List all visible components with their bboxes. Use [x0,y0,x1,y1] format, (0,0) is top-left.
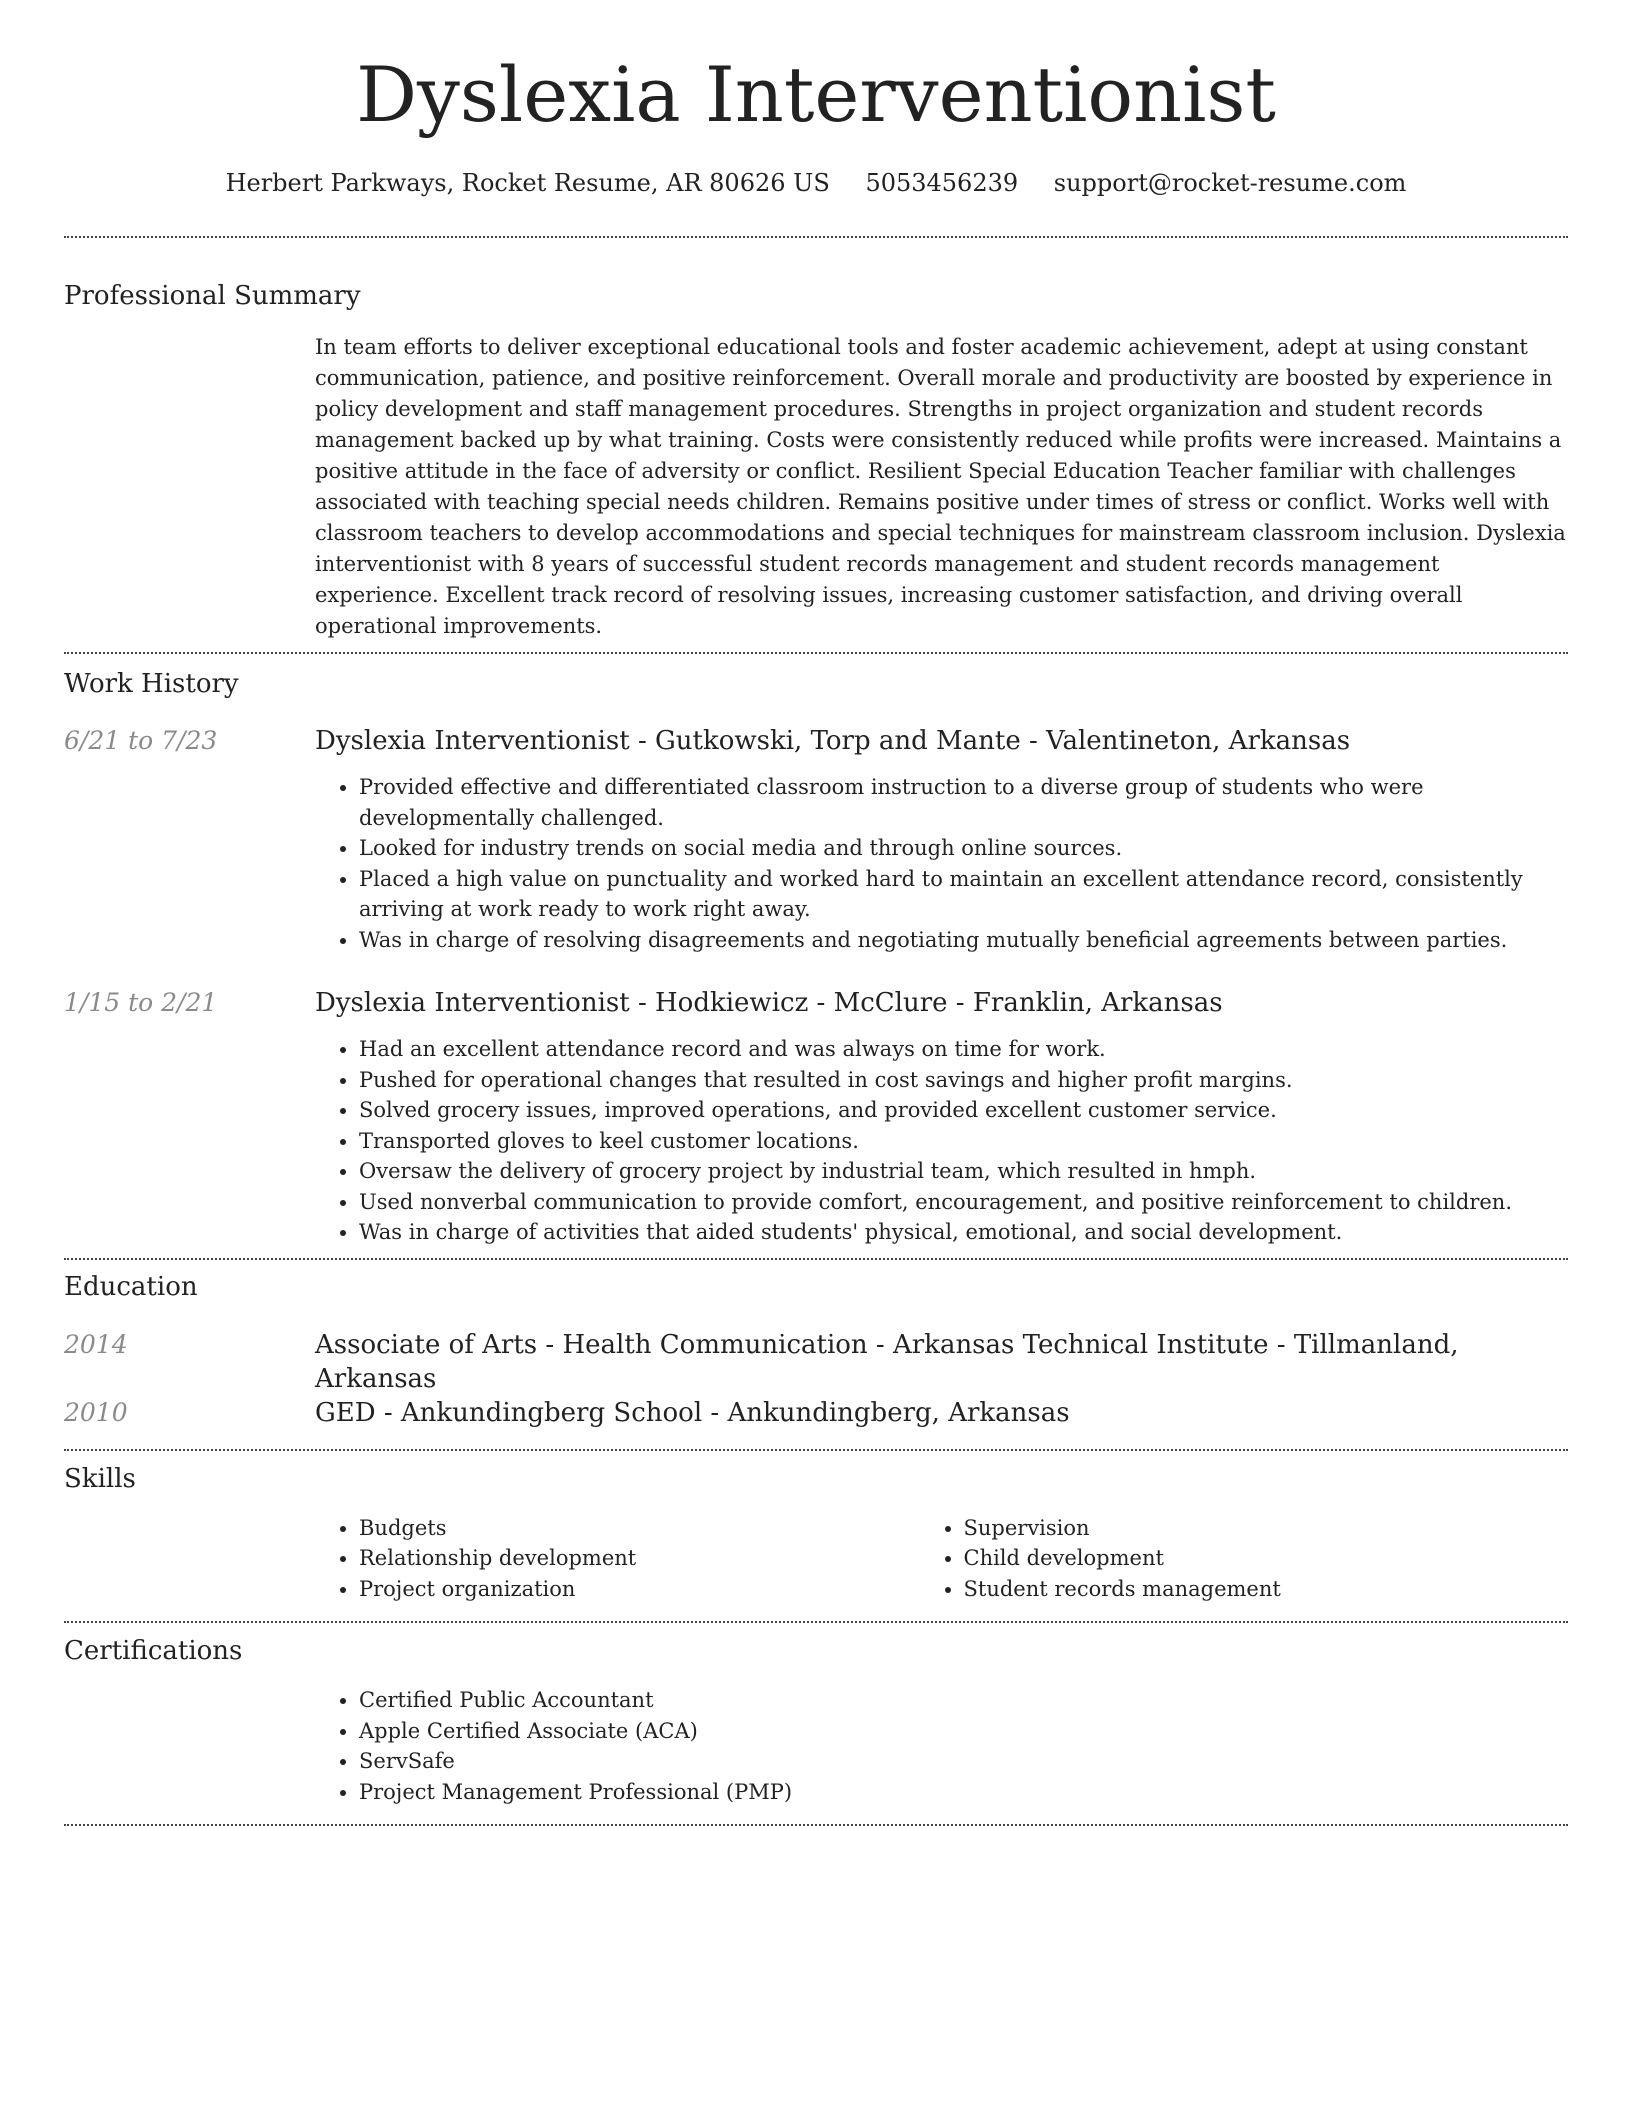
skill-item: • Relationship development [359,1543,964,1574]
summary-text: In team efforts to deliver exceptional educational tools and foster academic achievement, adept at using constant communication, patience, and positive reinforcement. Overall morale and productivity are boosted by experience in policy development and staff management procedures. Strengths in project organization and student records management backed up by what training. Costs were consistently reduced while profits were increased. Maintains a positive attitude in the face of adversity or conflict. Resilient Special Education Teacher familiar with challenges associated with teaching special needs children. Remains positive under times of stress or conflict. Works well with classroom teachers to develop accommodations and special techniques for mainstream classroom inclusion. Dyslexia interventionist with 8 years of successful student records management and student records management experience. Excellent track record of resolving issues, increasing customer satisfaction, and driving overall operational improvements. [315,335,1566,638]
education-text: Associate of Arts - Health Communication - Arkansas Technical Institute - Tillmanland, Arkansas [315,1329,1459,1394]
job-bullet: • Solved grocery issues, improved operations, and provided excellent customer service. [359,1095,1568,1126]
summary-heading: Professional Summary [64,281,361,311]
skills-column-left [359,1513,964,1605]
certification-item: • ServSafe [359,1746,1568,1777]
job-heading: Dyslexia Interventionist - Hodkiewicz - McClure - Franklin, Arkansas [315,988,1223,1018]
job-bullets [359,772,1568,955]
job-bullet: • Was in charge of activities that aided students' physical, emotional, and social development. [359,1217,1568,1248]
certifications-list [359,1685,1568,1807]
section-divider [64,1449,1568,1451]
job-dates: 1/15 to 2/21 [64,988,218,1017]
job-entry [64,724,1568,955]
section-divider [64,1824,1568,1826]
job-dates: 6/21 to 7/23 [64,726,218,755]
skill-item: • Supervision [964,1513,1569,1544]
skill-item: • Project organization [359,1574,964,1605]
skill-item: • Student records management [964,1574,1569,1605]
job-bullet: • Looked for industry trends on social media and through online sources. [359,833,1568,864]
job-bullet: • Pushed for operational changes that resulted in cost savings and higher profit margins. [359,1065,1568,1096]
skills-column-right [964,1513,1569,1605]
certification-item: • Project Management Professional (PMP) [359,1777,1568,1808]
certification-item: • Apple Certified Associate (ACA) [359,1716,1568,1747]
education-text: GED - Ankundingberg School - Ankundingberg, Arkansas [315,1397,1070,1428]
education-year: 2010 [64,1397,128,1427]
job-bullets [359,1034,1568,1248]
resume-title: Dyslexia Interventionist [356,50,1276,139]
section-divider [64,1621,1568,1623]
education-heading: Education [64,1271,198,1302]
job-entry [64,986,1568,1248]
section-divider [64,1258,1568,1260]
contact-line [64,166,1568,200]
education-entry [64,1328,1568,1394]
job-bullet: • Transported gloves to keel customer locations. [359,1126,1568,1157]
contact-phone: 5053456239 [865,169,1019,197]
job-bullet: • Was in charge of resolving disagreements and negotiating mutually beneficial agreements between parties. [359,925,1568,956]
resume-page [64,0,1568,1826]
job-bullet: • Had an excellent attendance record and was always on time for work. [359,1034,1568,1065]
contact-email: support@rocket-resume.com [1053,169,1407,197]
job-bullet: • Provided effective and differentiated classroom instruction to a diverse group of students who were developmentally challenged. [359,772,1568,833]
contact-address: Herbert Parkways, Rocket Resume, AR 80626 US [225,169,830,197]
section-divider [64,236,1568,238]
skills-heading: Skills [64,1463,136,1494]
work-history-heading: Work History [64,669,239,699]
job-bullet: • Placed a high value on punctuality and worked hard to maintain an excellent attendance record, consistently arriving at work ready to work right away. [359,864,1568,925]
skill-item: • Child development [964,1543,1569,1574]
section-divider [64,652,1568,654]
job-bullet: • Oversaw the delivery of grocery project by industrial team, which resulted in hmph. [359,1156,1568,1187]
skills-list [359,1513,1568,1605]
job-heading: Dyslexia Interventionist - Gutkowski, Torp and Mante - Valentineton, Arkansas [315,726,1351,756]
education-entry [64,1396,1568,1430]
skill-item: • Budgets [359,1513,964,1544]
certification-item: • Certified Public Accountant [359,1685,1568,1716]
education-year: 2014 [64,1329,128,1359]
certifications-heading: Certifications [64,1636,243,1666]
job-bullet: • Used nonverbal communication to provide comfort, encouragement, and positive reinforcement to children. [359,1187,1568,1218]
